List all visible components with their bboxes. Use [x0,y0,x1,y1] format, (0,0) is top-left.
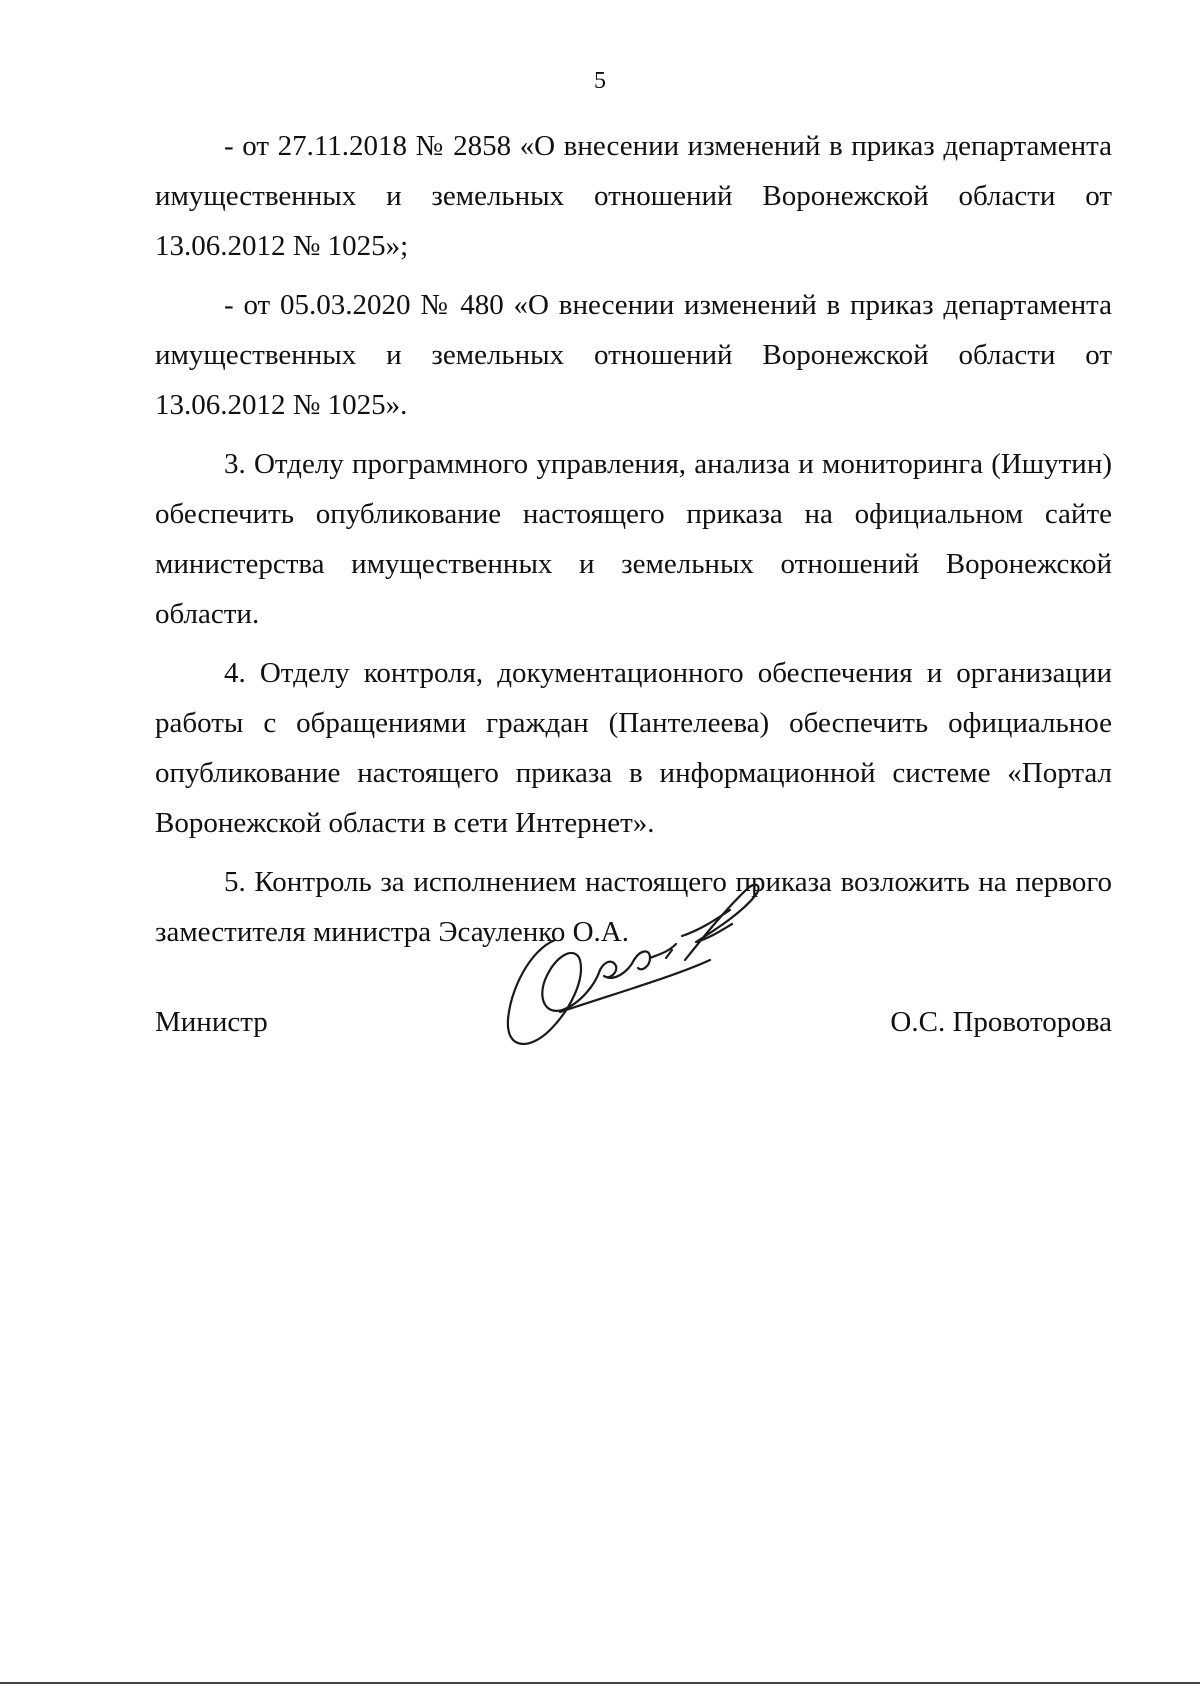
handwritten-signature [500,880,830,1060]
amendment-item-2018: - от 27.11.2018 № 2858 «О внесении изменений в приказ департамента имущественных и земельных отношений Воронежской области от 13.06.2012 № 1025»; [155,130,1112,262]
amendment-item-2020: - от 05.03.2020 № 480 «О внесении изменений в приказ департамента имущественных и земельных отношений Воронежской области от 13.06.2012 № 1025». [155,289,1112,421]
clause-3: 3. Отделу программного управления, анализа и мониторинга (Ишутин) обеспечить опубликование настоящего приказа на официальном сайте министерства имущественных и земельных отношений Воронежской области. [155,448,1112,630]
clause-4: 4. Отделу контроля, документационного обеспечения и организации работы с обращениями граждан (Пантелеева) обеспечить официальное опубликование настоящего приказа в информационной системе «Портал Воронежской области в сети Интернет». [155,657,1112,839]
signatory-title: Министр [155,1006,268,1038]
page-number: 5 [594,68,606,94]
document-body [155,121,1112,966]
page-bottom-rule [0,1682,1200,1684]
signatory-name: О.С. Провоторова [890,1006,1112,1038]
clause-5: 5. Контроль за исполнением настоящего приказа возложить на первого заместителя министра Эсауленко О.А. [155,866,1112,948]
